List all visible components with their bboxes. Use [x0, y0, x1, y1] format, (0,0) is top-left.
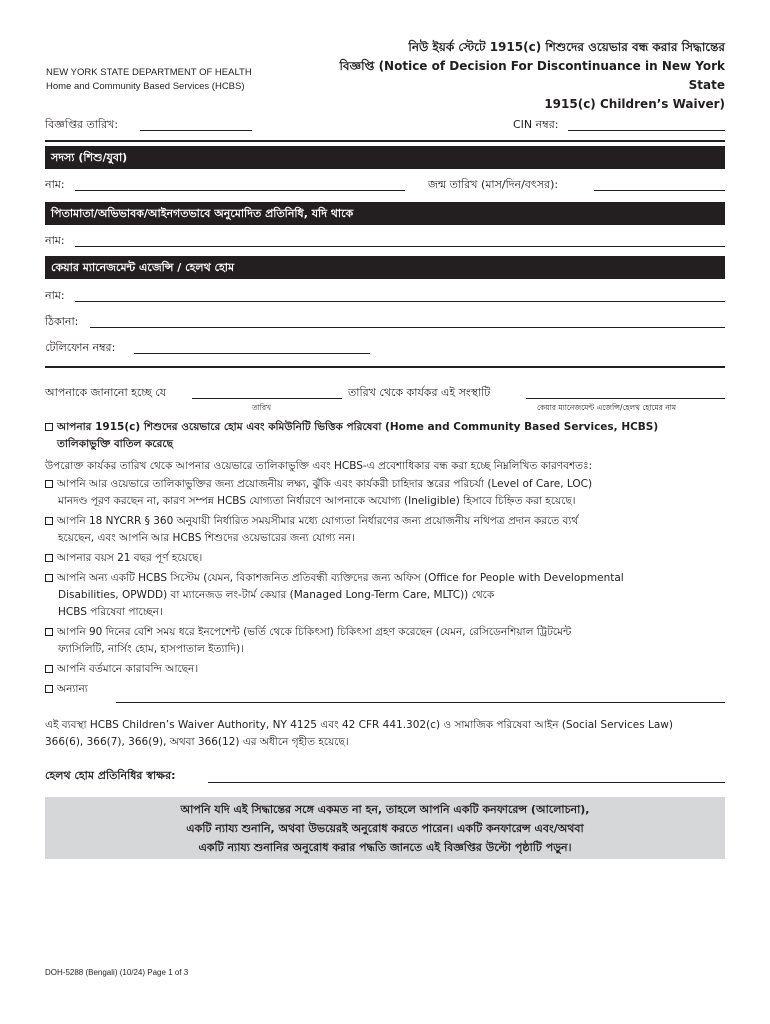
agency-section-heading: কেয়ার ম্যানেজমেন্ট এজেন্সি / হেলথ হোম	[45, 256, 725, 279]
rights-notice-box	[45, 797, 725, 859]
member-name-field[interactable]	[75, 190, 405, 191]
dob-field[interactable]	[594, 190, 725, 191]
discontinue-checkbox[interactable]	[45, 423, 53, 431]
reason-checkbox[interactable]	[45, 554, 53, 562]
member-section-heading: সদস্য (শিশু/যুবা)	[45, 146, 725, 169]
reason-checkbox[interactable]	[45, 665, 53, 673]
date-caption: তারিখ	[252, 403, 271, 412]
divider	[45, 140, 725, 142]
reason-text-cont: ফ্যাসিলিটি, নার্সিং হোম, হাসপাতাল ইত্যাদি)।	[58, 643, 244, 655]
dob-format: (মাস/দিন/বৎসর):	[481, 178, 559, 191]
title-line-2: বিজ্ঞপ্তি (Notice of Decision For Discontinuance in New York State	[339, 59, 725, 92]
reason-item	[45, 624, 725, 658]
agency-block	[46, 66, 252, 94]
agency-name-inline-field[interactable]	[526, 398, 725, 399]
agency-name-field[interactable]	[75, 301, 725, 302]
form-title	[305, 38, 725, 114]
reason-text: আপনার বয়স 21 বছর পূর্ণ হয়েছে।	[57, 552, 203, 564]
reason-text: অন্যান্য	[57, 683, 88, 695]
reasons-intro: উপরোক্ত কার্যকর তারিখ থেকে আপনার ওয়েভারে তালিকাভুক্তি এবং HCBS-এ প্রবেশাধিকার বন্ধ করা হচ্ছে নিম্নলিখিত কারণবশতঃ:	[45, 460, 593, 472]
notice-date-label: বিজ্ঞপ্তির তারিখ:	[45, 118, 119, 131]
divider	[45, 366, 725, 368]
reason-text-cont: Disabilities, OPWDD) বা ম্যানেজড লং-টার্ম কেয়ার (Managed Long-Term Care, MLTC)) থেকে	[58, 589, 495, 601]
parent-name-label: নাম:	[45, 234, 65, 247]
parent-section-heading: পিতামাতা/অভিভাবক/আইনগতভাবে অনুমোদিত প্রতিনিধি, যদি থাকে	[45, 202, 725, 225]
cin-field[interactable]	[568, 130, 725, 131]
informing-prefix: আপনাকে জানানো হচ্ছে যে	[45, 386, 167, 399]
signature-label: হেলথ হোম প্রতিনিধির স্বাক্ষর:	[45, 769, 176, 782]
rights-notice-line-2: একটি ন্যায্য শুনানি, অথবা উভয়েরই অনুরোধ করতে পারেন। একটি কনফারেন্স এবং/অথবা	[186, 822, 584, 835]
reason-item-other	[45, 681, 725, 698]
informing-middle: তারিখ থেকে কার্যকর এই সংস্থাটি	[348, 386, 491, 399]
reason-text: আপনি আর ওয়েভারে তালিকাভুক্তির জন্য প্রয়োজনীয় লক্ষ্য, ঝুঁকি এবং কার্যকরী চাহিদার স্তরের পরিচর্যা (Level of Care, LOC)	[57, 478, 593, 490]
form-footer: DOH-5288 (Bengali) (10/24) Page 1 of 3	[45, 968, 189, 977]
rights-notice-line-3: একটি ন্যায্য শুনানির অনুরোধ করার পদ্ধতি জানতে এই বিজ্ঞপ্তির উল্টো পৃষ্ঠাটি পড়ুন।	[198, 841, 572, 854]
agency-caption: কেয়ার ম্যানেজমেন্ট এজেন্সি/হেলথ হোমের নাম	[537, 403, 677, 412]
reason-item	[45, 661, 725, 678]
cin-label: CIN নম্বর:	[513, 118, 559, 131]
title-line-3: 1915(c) Children’s Waiver)	[544, 97, 725, 111]
discontinue-line-2: তালিকাভুক্তি বাতিল করেছে	[57, 438, 173, 450]
authority-statement	[45, 717, 725, 751]
parent-name-field[interactable]	[75, 246, 725, 247]
reason-text: আপনি অন্য একটি HCBS সিস্টেম (যেমন, বিকাশজনিত প্রতিবন্ধী ব্যক্তিদের জন্য অফিস (Office for People with Developmental	[57, 572, 624, 584]
notice-date-field[interactable]	[140, 130, 252, 131]
dob-label-text: জন্ম তারিখ	[428, 178, 478, 191]
reason-text: আপনি 90 দিনের বেশি সময় ধরে ইনপেশেন্ট (ভর্তি থেকে চিকিৎসা) চিকিৎসা গ্রহণ করেছেন (যেমন, রেসিডেনশিয়াল ট্রিটমেন্ট	[57, 626, 572, 638]
reason-item	[45, 570, 725, 621]
phone-label: টেলিফোন নম্বর:	[45, 341, 116, 354]
reason-text: আপনি 18 NYCRR § 360 অনুযায়ী নির্ধারিত সময়সীমার মধ্যে যোগ্যতা নির্ধারণের জন্য প্রয়োজনীয় নথিপত্র প্রদান করতে ব্যর্থ	[57, 515, 579, 527]
title-line-1: নিউ ইয়র্ক স্টেটে 1915(c) শিশুদের ওয়েভার বন্ধ করার সিদ্ধান্তের	[408, 40, 725, 54]
agency-name-label: নাম:	[45, 289, 65, 302]
reason-checkbox[interactable]	[45, 574, 53, 582]
reason-item	[45, 550, 725, 567]
authority-line-2: 366(6), 366(7), 366(9), অথবা 366(12) এর অধীনে গৃহীত হয়েছে।	[45, 736, 349, 748]
phone-field[interactable]	[134, 353, 370, 354]
address-label: ঠিকানা:	[45, 315, 79, 328]
reason-text: আপনি বর্তমানে কারাবন্দি আছেন।	[57, 663, 199, 675]
agency-program: Home and Community Based Services (HCBS)	[46, 81, 245, 92]
reason-checkbox[interactable]	[45, 480, 53, 488]
dob-label	[428, 176, 558, 195]
discontinue-statement	[45, 419, 725, 453]
reason-text-cont: হয়েছেন, এবং আপনি আর HCBS শিশুদের ওয়েভারের জন্য যোগ্য নন।	[58, 532, 355, 544]
reason-checkbox[interactable]	[45, 517, 53, 525]
other-reason-field[interactable]	[116, 702, 725, 703]
rights-notice-line-1: আপনি যদি এই সিদ্ধান্তের সঙ্গে একমত না হন, তাহলে আপনি একটি কনফারেন্স (আলোচনা),	[180, 803, 590, 816]
reason-text-cont: মানদণ্ড পূরণ করছেন না, কারণ সম্পন্ন HCBS যোগ্যতা নির্ধারণে আপনাকে অযোগ্য (Ineligible) হিসাবে চিহ্নিত করা হয়েছে।	[58, 495, 576, 507]
member-name-label: নাম:	[45, 178, 65, 191]
address-field[interactable]	[90, 327, 725, 328]
discontinue-line-1: আপনার 1915(c) শিশুদের ওয়েভারে হোম এবং কমিউনিটি ভিত্তিক পরিষেবা (Home and Community Based Services, HCBS)	[57, 421, 659, 433]
reason-item	[45, 476, 725, 510]
authority-line-1: এই ব্যবস্থা HCBS Children’s Waiver Authority, NY 4125 এবং 42 CFR 441.302(c) ও সামাজিক পরিষেবা আইন (Social Services Law)	[45, 719, 673, 731]
reason-checkbox[interactable]	[45, 628, 53, 636]
reason-item	[45, 513, 725, 547]
reason-checkbox[interactable]	[45, 685, 53, 693]
effective-date-field[interactable]	[192, 398, 342, 399]
reasons-list	[45, 476, 725, 698]
signature-field[interactable]	[208, 782, 725, 783]
reason-text-cont: HCBS পরিষেবা পাচ্ছেন।	[58, 606, 163, 618]
agency-name: NEW YORK STATE DEPARTMENT OF HEALTH	[46, 67, 252, 78]
